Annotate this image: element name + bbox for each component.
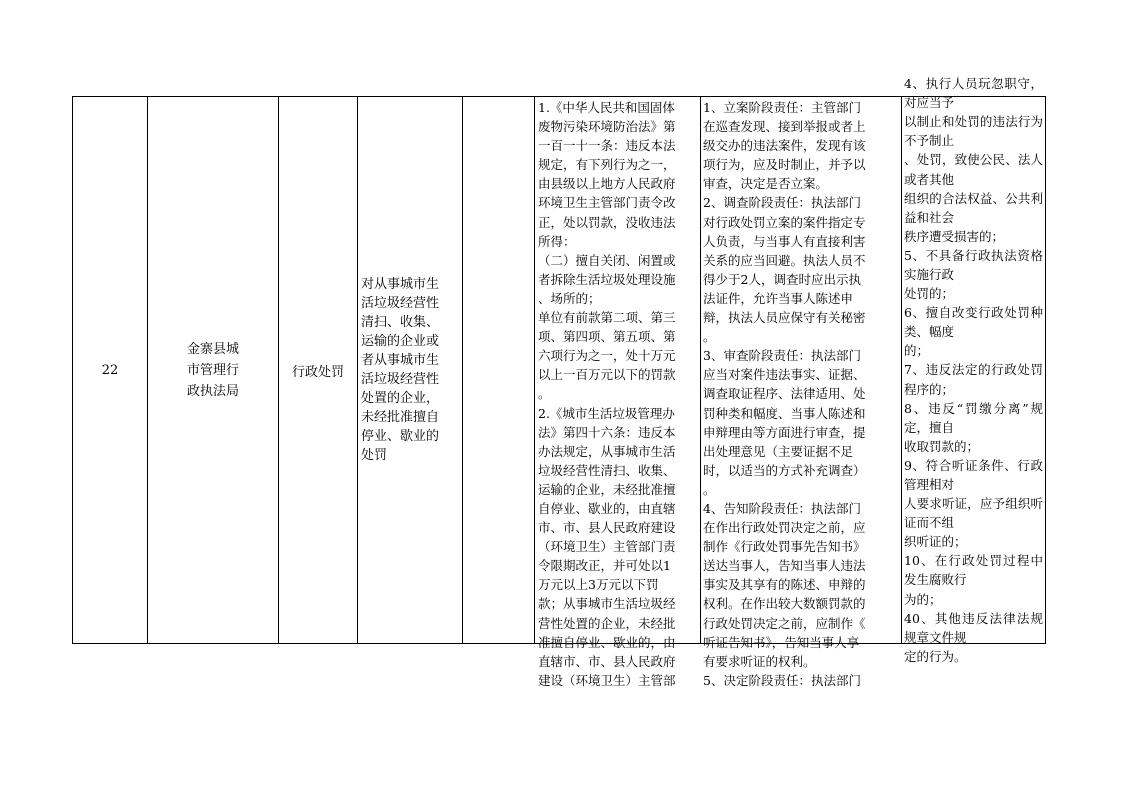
- item-name-cell: [358, 97, 463, 643]
- row-number-cell: [73, 97, 148, 643]
- department-cell: [148, 97, 279, 643]
- item-name: 对从事城市生 活垃圾经营性 清扫、收集、 运输的企业或 者从事城市生 活垃圾经营性 处置的企业， 未经批准擅自 停业、歇业的 处罚: [361, 277, 440, 463]
- power-list-table: [72, 76, 1046, 688]
- accountability-text: 4、执行人员玩忽职守，对应当予 以制止和处罚的违法行为不予制止 、处罚，致使公民、法人或者其他 组织的合法权益、公共利益和社会 秩序遭受损害的； 5、不具备行政执法资格实施行政 处罚的； 6、擅自改变行政处罚种类、幅度 的； 7、违反法定的行政处罚程序的； 8、违反“罚缴分离”规定，擅自 收取罚款的； 9、符合听证条件、行政管理相对 人要求听证，应予组织听证而不组 织听证的； 10、在行政处罚过程中发生腐败行 为的； 40、其他违反法律法规规章文件规 定的行为。: [904, 76, 1043, 664]
- power-type: 行政处罚: [291, 364, 344, 380]
- responsibility-cell: [701, 97, 902, 688]
- department-name: 金寨县城市管理行政执法局: [187, 341, 240, 399]
- sub-item-cell: [463, 97, 535, 643]
- power-type-cell: [279, 97, 358, 643]
- responsibility-text: 1、立案阶段责任：主管部门 在巡查发现、接到举报或者上 级交办的违法案件，发现有该 项行为，应及时制止，并予以 审查，决定是否立案。 2、调查阶段责任：执法部门 对行政处罚立案的案件指定专 人负责，与当事人有直接利害 关系的应当回避。执法人员不 得少于2人，调查时应出示执 法证件，允许当事人陈述申 辩，执法人员应保守有关秘密 。 3、审查阶段责任：执法部门 应当对案件违法事实、证据、 调查取证程序、法律适用、处 罚种类和幅度、当事人陈述和 申辩理由等方面进行审查，提 出处理意见（主要证据不足 时，以适当的方式补充调查） 。 4、告知阶段责任：执法部门 在作出行政处罚决定之前，应 制作《行政处罚事先告知书》 送达当事人，告知当事人违法 事实及其享有的陈述、申辩的 权利。在作出较大数额罚款的 行政处罚决定之前，应制作《 听证告知书》，告知当事人享 有要求听证的权利。 5、决定阶段责任：执法部门: [703, 100, 866, 688]
- legal-basis-text: 1.《中华人民共和国固体 废物污染环境防治法》第 一百一十一条：违反本法 规定，有下列行为之一， 由县级以上地方人民政府 环境卫生主管部门责令改 正，处以罚款，没收违法 所得： （二）擅自关闭、闲置或 者拆除生活垃圾处理设施 、场所的； 单位有前款第二项、第三 项、第四项、第五项、第 六项行为之一，处十万元 以上一百万元以下的罚款 。 2.《城市生活垃圾管理办 法》第四十六条：违反本 办法规定，从事城市生活 垃圾经营性清扫、收集、 运输的企业，未经批准擅 自停业、歇业的，由直辖 市、市、县人民政府建设 （环境卫生）主管部门责 令限期改正，并可处以1 万元以上3万元以下罚 款；从事城市生活垃圾经 营性处置的企业，未经批 准擅自停业、歇业的，由 直辖市、市、县人民政府 建设（环境卫生）主管部: [538, 100, 676, 688]
- accountability-cell: [902, 76, 1047, 664]
- legal-basis-cell: [535, 97, 701, 688]
- row-number: 22: [101, 362, 119, 378]
